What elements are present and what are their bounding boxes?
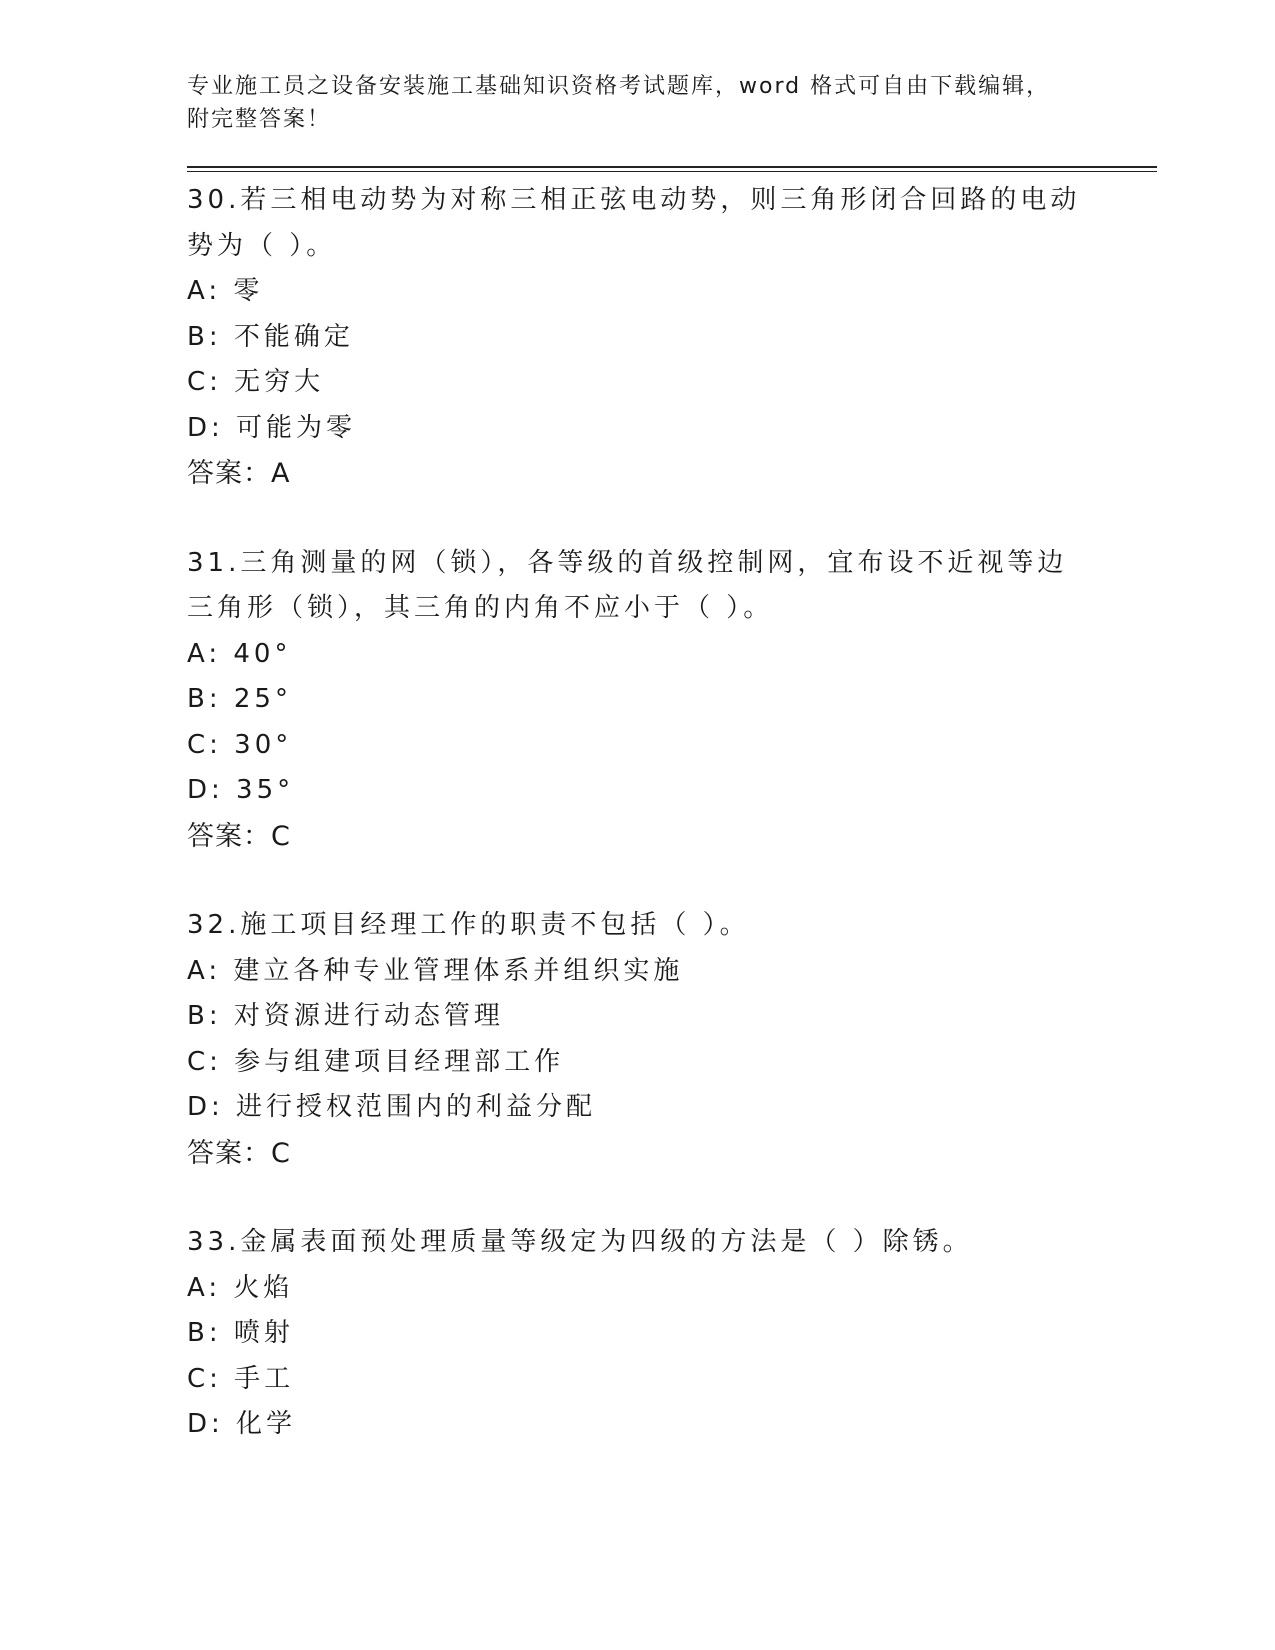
option-c: C: 手工 bbox=[187, 1363, 295, 1394]
option-d: D: 35° bbox=[187, 775, 295, 805]
question-text: 33.金属表面预处理质量等级定为四级的方法是（ ）除锈。 bbox=[187, 1227, 973, 1257]
option-c: C: 30° bbox=[187, 729, 293, 760]
answer: 答案：C bbox=[187, 820, 291, 852]
question-text: 31.三角测量的网（锁），各等级的首级控制网，宜布设不近视等边三角形（锁），其三角的内角不应小于（ ）。 bbox=[187, 547, 1068, 623]
option-d: D: 进行授权范围内的利益分配 bbox=[187, 1092, 597, 1122]
header-line-1: 专业施工员之设备安装施工基础知识资格考试题库，word 格式可自由下载编辑， bbox=[187, 74, 1051, 99]
document-header bbox=[187, 70, 1157, 136]
answer: 答案：A bbox=[187, 458, 291, 489]
question-text: 32.施工项目经理工作的职责不包括（ ）。 bbox=[187, 910, 750, 940]
option-a: A: 40° bbox=[187, 638, 292, 669]
option-d: D: 化学 bbox=[187, 1409, 297, 1439]
header-line-2: 附完整答案！ bbox=[187, 107, 332, 132]
option-a: A: 建立各种专业管理体系并组织实施 bbox=[187, 955, 684, 986]
option-c: C: 无穷大 bbox=[187, 367, 325, 397]
answer: 答案：C bbox=[187, 1137, 291, 1169]
document-page bbox=[187, 70, 1157, 1492]
option-b: B: 不能确定 bbox=[187, 321, 354, 352]
question-list bbox=[187, 178, 1157, 1448]
question-33 bbox=[187, 1220, 1157, 1448]
question-30 bbox=[187, 178, 1157, 497]
option-b: B: 对资源进行动态管理 bbox=[187, 1001, 504, 1031]
option-b: B: 喷射 bbox=[187, 1318, 294, 1348]
option-c: C: 参与组建项目经理部工作 bbox=[187, 1046, 565, 1077]
option-a: A: 零 bbox=[187, 276, 264, 306]
question-32 bbox=[187, 903, 1157, 1176]
option-d: D: 可能为零 bbox=[187, 412, 357, 443]
option-b: B: 25° bbox=[187, 684, 292, 714]
question-text: 30.若三相电动势为对称三相正弦电动势，则三角形闭合回路的电动势为（ ）。 bbox=[187, 185, 1081, 261]
option-a: A: 火焰 bbox=[187, 1272, 294, 1303]
question-31 bbox=[187, 541, 1157, 860]
header-divider bbox=[187, 166, 1157, 172]
